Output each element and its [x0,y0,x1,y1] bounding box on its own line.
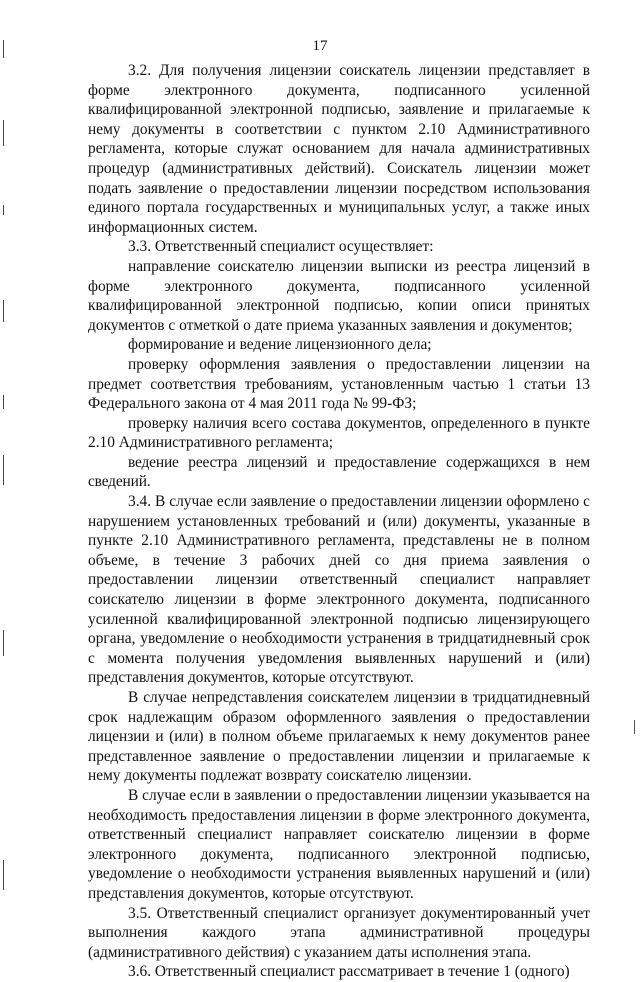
paragraph-non-submission: В случае непредставления соискателем лицензии в тридцатидневный срок надлежащим образом оформленного заявления о предоставлении лицензии и (или) в полном объеме прилагаемых к нему документов ранее представленное заявление о предоставлении лицензии и прилагаемые к нему документы подлежат возврату соискателю лицензии. [88,689,590,785]
list-item-check-documents: проверку наличия всего состава документов, определенного в пункте 2.10 Административного регламента; [88,414,590,452]
scan-mark [634,720,635,734]
paragraph-3-5: 3.5. Ответственный специалист организует документированный учет выполнения каждого этапа административной процедуры (административного действия) с указанием даты исполнения этапа. [88,904,590,961]
list-item-license-case: формирование и ведение лицензионного дела; [128,336,432,354]
document-body [88,61,590,982]
page-number: 17 [312,38,328,54]
paragraph-3-4: 3.4. В случае если заявление о предоставлении лицензии оформлено с нарушением установленных требований и (или) документы, указанные в пункте 2.10 Административного регламента, представлены не в полном объеме, в течение 3 рабочих дней со дня приема заявления о предоставлении лицензии ответственный специалист направляет соискателю лицензии в форме электронного документа, подписанного усиленной квалифицированной электронной подписью лицензирующего органа, уведомление о необходимости устранения в тридцатидневный срок с момента получения уведомления выявленных нарушений и (или) представления документов, которые отсутствуют. [88,493,590,687]
paragraph-3-2: 3.2. Для получения лицензии соискатель лицензии представляет в форме электронного документа, подписанного усиленной квалифицированной электронной подписью, заявление и прилагаемые к нему документы в соответствии с пунктом 2.10 Административного регламента, которые служат основанием для начала административных процедур (административных действий). Соискатель лицензии может подать заявление о предоставлении лицензии посредством использования единого портала государственных и муниципальных услуг, а также иных информационных систем. [88,62,590,236]
list-item-check-application: проверку оформления заявления о предоставлении лицензии на предмет соответствия требованиям, установленным частью 1 статьи 13 Федерального закона от 4 мая 2011 года № 99-ФЗ; [88,355,590,413]
paragraph-3-3: 3.3. Ответственный специалист осуществляет: [128,238,434,256]
scan-edge-marks [0,0,12,905]
list-item-registry: ведение реестра лицензий и предоставление содержащихся в нем сведений. [88,453,590,491]
paragraph-3-6: 3.6. Ответственный специалист рассматривает в течение 1 (одного) [128,963,570,981]
paragraph-electronic-license: В случае если в заявлении о предоставлении лицензии указывается на необходимость предоставления лицензии в форме электронного документа, ответственный специалист направляет соискателю лицензии в форме электронного документа, подписанного электронной подписью, уведомление о необходимости устранения выявленных нарушений и (или) представления документов, которые отсутствуют. [88,786,590,902]
list-item-extract: направление соискателю лицензии выписки из реестра лицензий в форме электронного документа, подписанного усиленной квалифицированной электронной подписью, копии описи принятых документов с отметкой о дате приема указанных заявления и документов; [88,257,590,334]
